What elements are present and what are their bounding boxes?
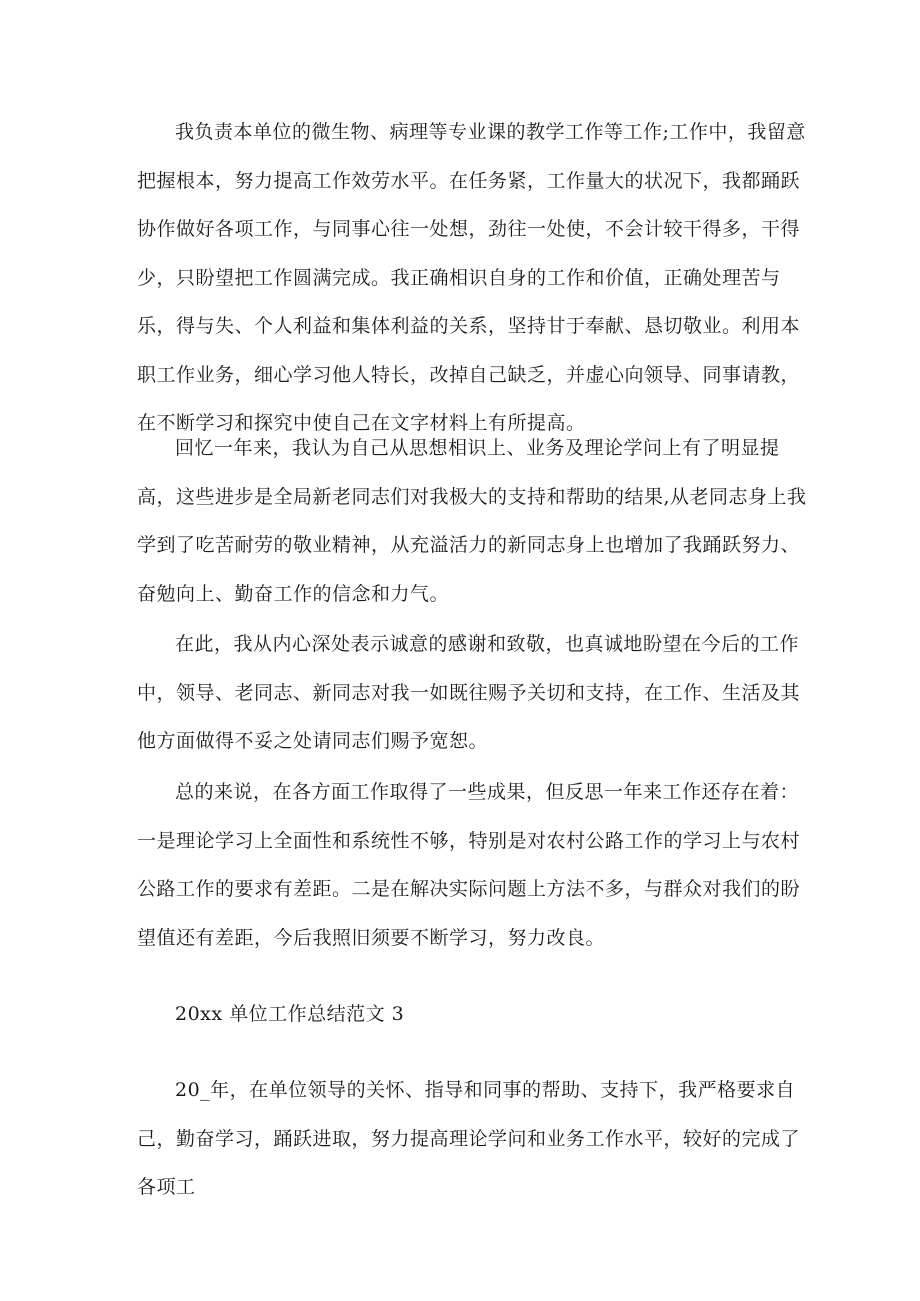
paragraph-teaching-work: 我负责本单位的微生物、病理等专业课的教学工作等工作;工作中，我留意把握根本，努力提高工作效劳水平。在任务紧，工作量大的状况下，我都踊跃协作做好各项工作，与同事心往一处想，劲往一处使，不会计较干得多，干得少，只盼望把工作圆满完成。我正确相识自身的工作和价值，正确处理苦与乐，得与失、个人利益和集体利益的关系，坚持甘于奉献、恳切敬业。利用本职工作业务，细心学习他人特长，改掉自己缺乏，并虚心向领导、同事请教，在不断学习和探究中使自己在文字材料上有所提高。 [137, 121, 806, 434]
paragraph-thanks: 在此，我从内心深处表示诚意的感谢和致敬，也真诚地盼望在今后的工作中，领导、老同志、新同志对我一如既往赐予关切和支持，在工作、生活及其他方面做得不妥之处请同志们赐予宽恕。 [137, 633, 801, 752]
paragraph-shortcomings: 总的来说，在各方面工作取得了一些成果，但反思一年来工作还存在着：一是理论学习上全面性和系统性不够，特别是对农村公路工作的学习上与农村公路工作的要求有差距。二是在解决实际问题上方法不多，与群众对我们的盼望值还有差距，今后我照旧须要不断学习，努力改良。 [137, 781, 801, 949]
paragraph-review-progress: 回忆一年来，我认为自己从思想相识上、业务及理论学问上有了明显提高，这些进步是全局新老同志们对我极大的支持和帮助的结果,从老同志身上我学到了吃苦耐劳的敬业精神，从充溢活力的新同志身上也增加了我踊跃努力、奋勉向上、勤奋工作的信念和力气。 [137, 437, 807, 605]
section-heading: 20xx 单位工作总结范文 3 [175, 1003, 405, 1025]
paragraph-new-section-intro: 20_年，在单位领导的关怀、指导和同事的帮助、支持下，我严格要求自己，勤奋学习，踊跃进取，努力提高理论学问和业务工作水平，较好的完成了各项工 [137, 1079, 801, 1198]
